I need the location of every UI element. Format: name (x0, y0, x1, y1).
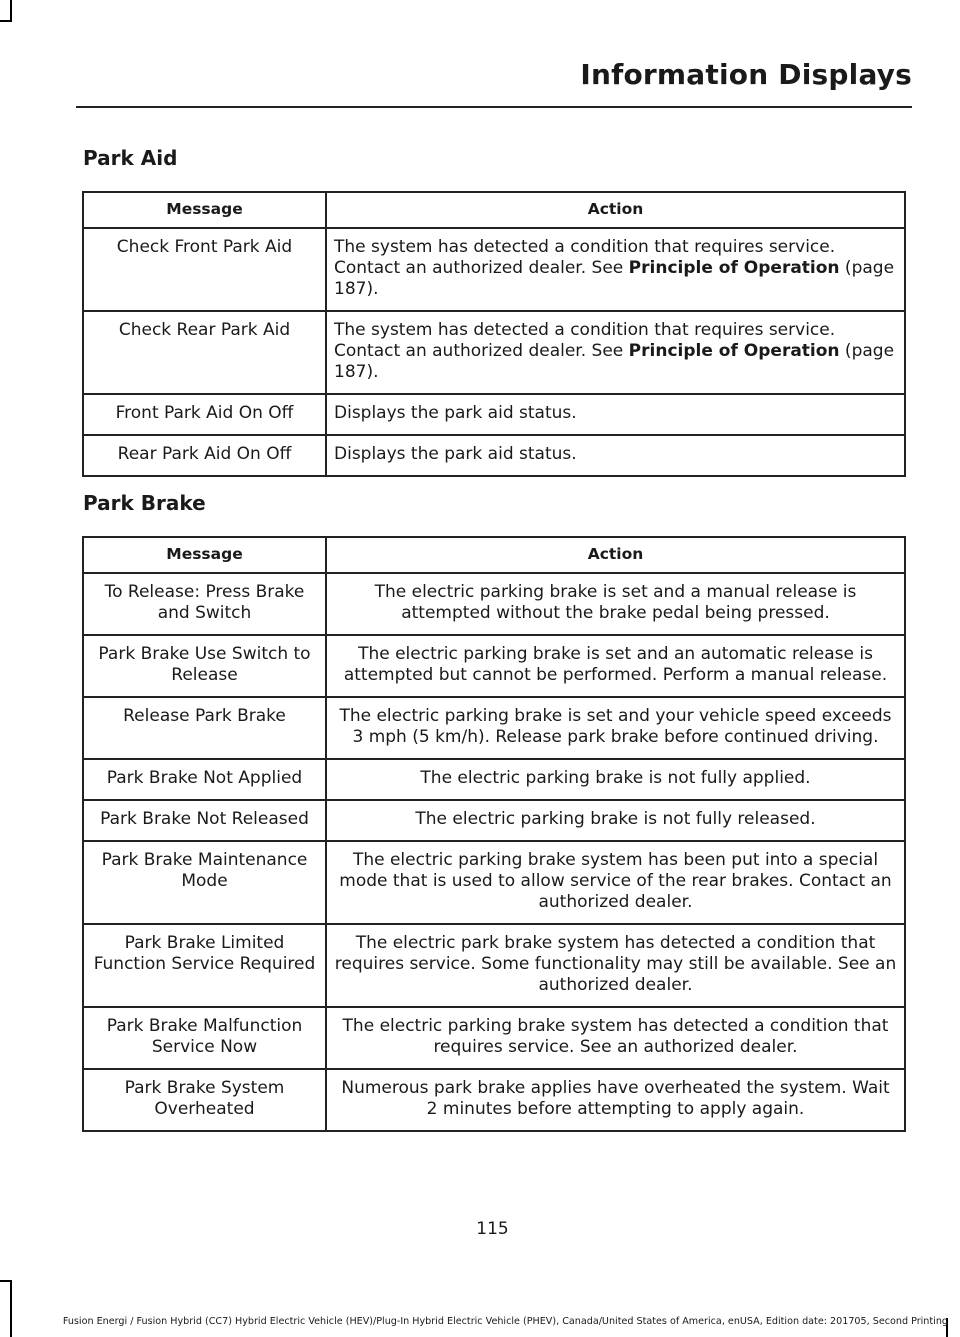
table-row (83, 924, 905, 1007)
action-cell: Numerous park brake applies have overheated the system. Wait 2 minutes before attempting to apply again. (326, 1069, 905, 1131)
table-header-row (83, 192, 905, 228)
action-cell: The electric parking brake is not fully applied. (326, 759, 905, 800)
message-cell: Rear Park Aid On Off (83, 435, 326, 476)
action-cell: The electric park brake system has detected a condition that requires service. Some functionality may still be available. See an authorized dealer. (326, 924, 905, 1007)
table-row (83, 697, 905, 759)
table-row (83, 1007, 905, 1069)
action-cell: Displays the park aid status. (326, 435, 905, 476)
action-cell: Displays the park aid status. (326, 394, 905, 435)
action-cell (326, 311, 905, 394)
message-cell: Park Brake Use Switch to Release (83, 635, 326, 697)
table-row (83, 1069, 905, 1131)
column-header-action: Action (326, 192, 905, 228)
message-cell: Park Brake Malfunction Service Now (83, 1007, 326, 1069)
action-text: The system has detected a condition that requires service. Contact an authorized dealer. See (334, 320, 836, 361)
action-cell: The electric parking brake system has detected a condition that requires service. See an authorized dealer. (326, 1007, 905, 1069)
header-divider (76, 106, 912, 108)
table-row (83, 435, 905, 476)
message-cell: Park Brake Not Applied (83, 759, 326, 800)
page-reference: (page 187). (334, 341, 895, 382)
table-row (83, 573, 905, 635)
page-number: 115 (476, 1219, 509, 1239)
park-brake-heading: Park Brake (83, 491, 206, 515)
table-header-row (83, 537, 905, 573)
message-cell: Park Brake Maintenance Mode (83, 841, 326, 924)
action-cell: The electric parking brake is set and an automatic release is attempted but cannot be performed. Perform a manual release. (326, 635, 905, 697)
page-reference: (page 187). (334, 258, 895, 299)
action-cell: The electric parking brake is not fully released. (326, 800, 905, 841)
column-header-message: Message (83, 192, 326, 228)
table-row (83, 800, 905, 841)
table-row (83, 228, 905, 311)
page-title: Information Displays (580, 58, 912, 91)
cross-reference-link[interactable]: Principle of Operation (628, 341, 840, 361)
park-brake-table (82, 536, 906, 1132)
crop-mark-bottom-left-horizontal (0, 1280, 12, 1282)
table-row (83, 759, 905, 800)
table-row (83, 311, 905, 394)
crop-mark-top-left-vertical (10, 0, 12, 22)
action-cell (326, 228, 905, 311)
message-cell: Release Park Brake (83, 697, 326, 759)
park-aid-heading: Park Aid (83, 146, 178, 170)
column-header-message: Message (83, 537, 326, 573)
message-cell: Front Park Aid On Off (83, 394, 326, 435)
message-cell: To Release: Press Brake and Switch (83, 573, 326, 635)
park-aid-table (82, 191, 906, 477)
action-text: The system has detected a condition that requires service. Contact an authorized dealer. See (334, 237, 836, 278)
crop-mark-top-left-horizontal (0, 20, 12, 22)
message-cell: Check Rear Park Aid (83, 311, 326, 394)
table-row (83, 635, 905, 697)
message-cell: Check Front Park Aid (83, 228, 326, 311)
footer-edition-text: Fusion Energi / Fusion Hybrid (CC7) Hybrid Electric Vehicle (HEV)/Plug-In Hybrid Electric Vehicle (PHEV), Canada/United States of America, enUSA, Edition date: 201705, Second Printing (62, 1316, 948, 1327)
action-cell: The electric parking brake is set and a manual release is attempted without the brake pedal being pressed. (326, 573, 905, 635)
table-row (83, 841, 905, 924)
message-cell: Park Brake Limited Function Service Required (83, 924, 326, 1007)
action-cell: The electric parking brake system has been put into a special mode that is used to allow service of the rear brakes. Contact an authorized dealer. (326, 841, 905, 924)
action-cell: The electric parking brake is set and your vehicle speed exceeds 3 mph (5 km/h). Release park brake before continued driving. (326, 697, 905, 759)
crop-mark-bottom-left-vertical (10, 1280, 12, 1337)
table-row (83, 394, 905, 435)
message-cell: Park Brake System Overheated (83, 1069, 326, 1131)
column-header-action: Action (326, 537, 905, 573)
message-cell: Park Brake Not Released (83, 800, 326, 841)
cross-reference-link[interactable]: Principle of Operation (628, 258, 840, 278)
